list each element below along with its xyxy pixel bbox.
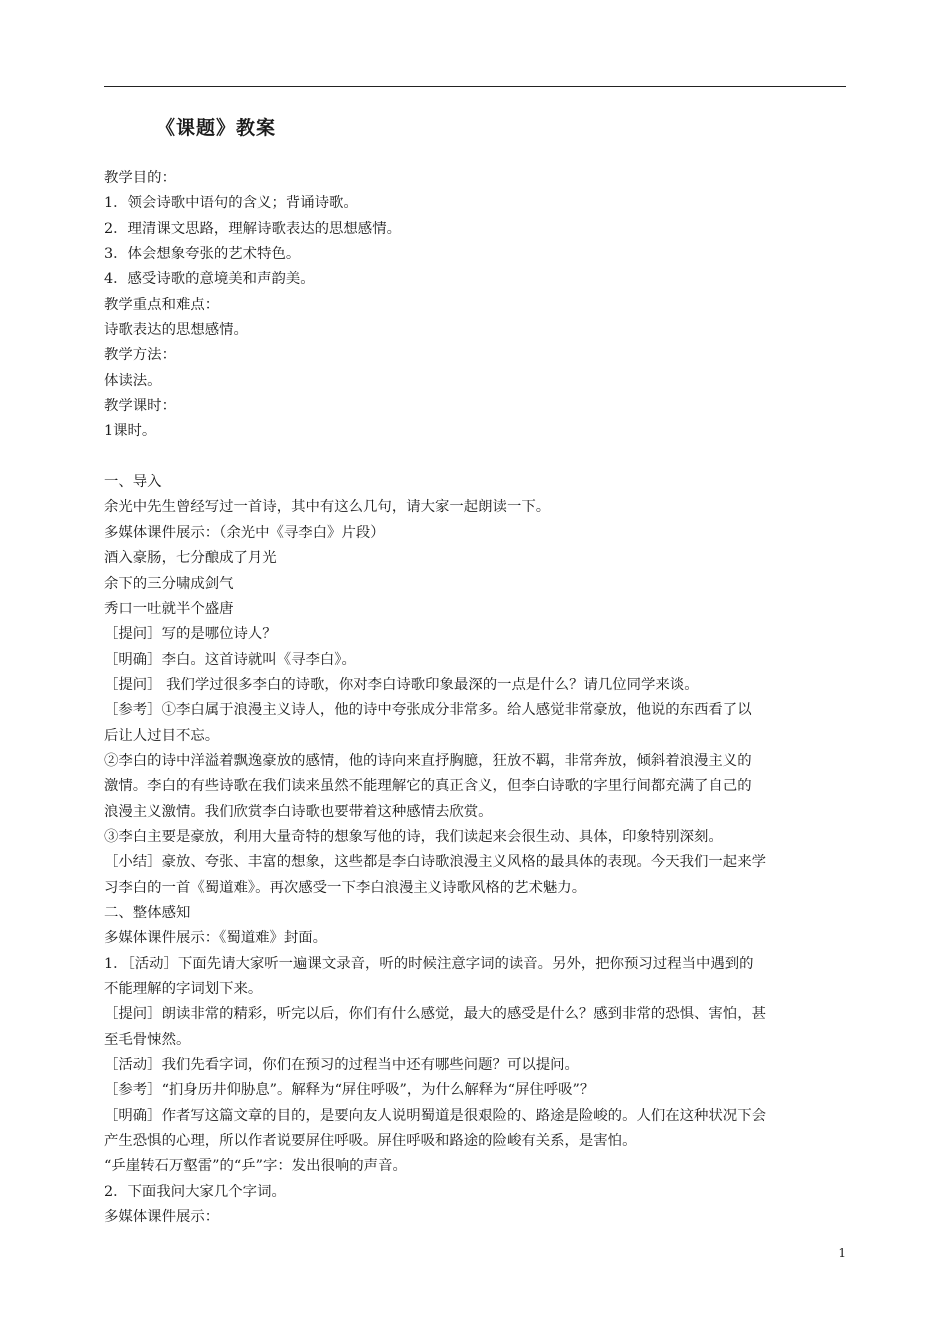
text-line: ［参考］①李白属于浪漫主义诗人，他的诗中夸张成分非常多。给人感觉非常豪放，他说的东西看了以: [104, 702, 752, 719]
poem-line: 秀口一吐就半个盛唐: [104, 600, 234, 617]
text-line: 教学方法：: [104, 347, 176, 364]
text-line: ［明确］作者写这篇文章的目的，是要向友人说明蜀道是很艰险的、路途是险峻的。人们在这种状况下会: [104, 1107, 766, 1124]
text-line: 多媒体课件展示：（余光中《寻李白》片段）: [104, 524, 385, 541]
section-heading: 二、整体感知: [104, 904, 191, 921]
text-line: 4．感受诗歌的意境美和声韵美。: [104, 271, 315, 288]
text-line: 3．体会想象夸张的艺术特色。: [104, 246, 301, 263]
text-line: ②李白的诗中洋溢着飘逸豪放的感情，他的诗向来直抒胸臆，狂放不羁，非常奔放，倾斜着浪漫主义的: [104, 752, 752, 769]
text-line: 教学课时：: [104, 398, 176, 415]
document-body: [104, 166, 848, 1230]
blank-line: [104, 445, 848, 470]
poem-line: 酒入豪肠，七分酿成了月光: [104, 550, 277, 567]
text-line: 激情。李白的有些诗歌在我们读来虽然不能理解它的真正含义，但李白诗歌的字里行间都充满了自己的: [104, 778, 752, 795]
text-line: 教学目的：: [104, 170, 176, 186]
text-line: ［提问］ 我们学过很多李白的诗歌，你对李白诗歌印象最深的一点是什么？请几位同学来谈。: [104, 676, 699, 693]
text-line: 多媒体课件展示：《蜀道难》封面。: [104, 930, 328, 947]
text-line: ［活动］我们先看字词，你们在预习的过程当中还有哪些问题？可以提问。: [104, 1057, 579, 1074]
text-line: 产生恐惧的心理，所以作者说要屏住呼吸。屏住呼吸和路途的险峻有关系，是害怕。: [104, 1133, 637, 1150]
document-title: 《课题》教案: [156, 117, 277, 139]
text-line: 体读法。: [104, 372, 162, 389]
text-line: 后让人过目不忘。: [104, 727, 220, 744]
text-line: 1课时。: [104, 423, 157, 440]
text-line: ［提问］写的是哪位诗人？: [104, 626, 277, 643]
text-line: 2．下面我问大家几个字词。: [104, 1183, 286, 1200]
text-line: 余光中先生曾经写过一首诗，其中有这么几句，请大家一起朗读一下。: [104, 499, 551, 516]
text-line: ［提问］朗读非常的精彩，听完以后，你们有什么感觉，最大的感受是什么？感到非常的恐惧、害怕，甚: [104, 1006, 766, 1023]
section-heading: 一、导入: [104, 474, 162, 491]
poem-line: 余下的三分啸成剑气: [104, 575, 234, 592]
text-line: 至毛骨悚然。: [104, 1031, 191, 1048]
text-line: ［参考］“扪身历井仰胁息”。解释为“屏住呼吸”，为什么解释为“屏住呼吸”？: [104, 1082, 595, 1099]
text-line: 浪漫主义激情。我们欣赏李白诗歌也要带着这种感情去欣赏。: [104, 803, 493, 820]
text-line: ［明确］李白。这首诗就叫《寻李白》。: [104, 651, 356, 668]
text-line: 多媒体课件展示：: [104, 1209, 220, 1226]
text-line: ③李白主要是豪放，利用大量奇特的想象写他的诗，我们读起来会很生动、具体，印象特别深刻。: [104, 828, 723, 845]
header-rule: [104, 86, 846, 87]
text-line: 诗歌表达的思想感情。: [104, 322, 248, 339]
text-line: “乒崖转石万壑雷”的“乒”字：发出很响的声音。: [104, 1158, 407, 1175]
text-line: ［小结］豪放、夸张、丰富的想象，这些都是李白诗歌浪漫主义风格的最具体的表现。今天我们一起来学: [104, 854, 766, 871]
text-line: 2．理清课文思路，理解诗歌表达的思想感情。: [104, 220, 401, 237]
page-number: 1: [838, 1246, 846, 1260]
text-line: 1．领会诗歌中语句的含义；背诵诗歌。: [104, 195, 358, 212]
text-line: 习李白的一首《蜀道难》。再次感受一下李白浪漫主义诗歌风格的艺术魅力。: [104, 879, 587, 896]
text-line: 教学重点和难点：: [104, 296, 220, 313]
text-line: 不能理解的字词划下来。: [104, 981, 263, 997]
text-line: 1．［活动］下面先请大家听一遍课文录音，听的时候注意字词的读音。另外，把你预习过程当中遇到的: [104, 955, 754, 972]
